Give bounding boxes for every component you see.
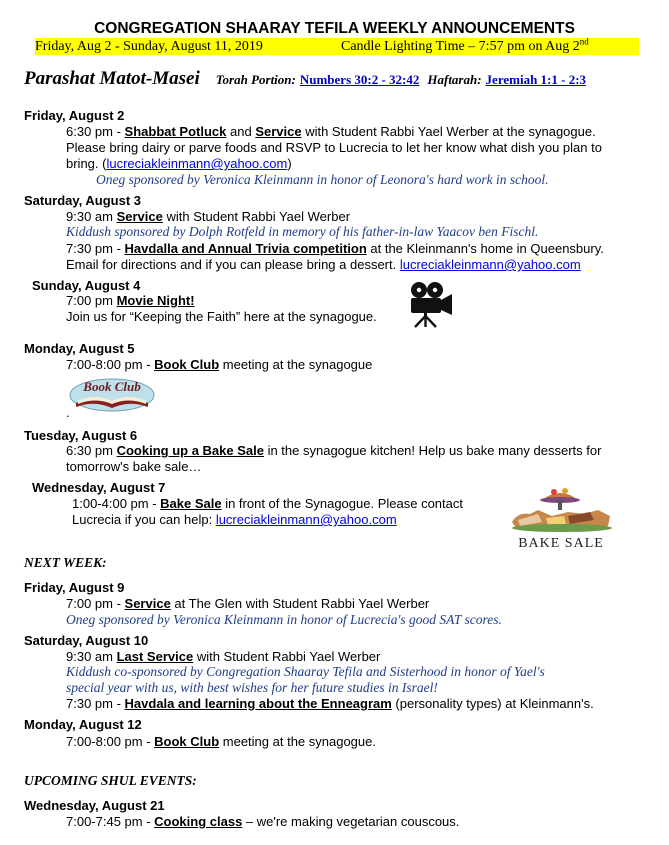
- event-title-service: Service: [116, 209, 163, 224]
- stray-period: .: [66, 405, 70, 420]
- email-link[interactable]: lucreciakleinmann@yahoo.com: [399, 257, 581, 272]
- event-detail: Please bring dairy or parve foods and RSVP to Lucrecia to let her know what dish you plan to: [66, 140, 602, 155]
- event-time: 7:30 pm -: [66, 241, 125, 256]
- event-title-cooking-class: Cooking class: [154, 814, 243, 829]
- book-club-logo: [68, 373, 156, 413]
- oneg-sponsor-note: Oneg sponsored by Veronica Kleinmann in honor of Leonora's hard work in school.: [96, 172, 549, 187]
- event-text: Lucrecia if you can help:: [72, 512, 216, 527]
- day-heading-fri-aug-2: Friday, August 2: [24, 108, 125, 123]
- event-text: meeting at the synagogue: [219, 357, 373, 372]
- event-title-havdalla-trivia: Havdalla and Annual Trivia competition: [124, 241, 367, 256]
- event-line: [66, 596, 429, 612]
- email-link[interactable]: lucreciakleinmann@yahoo.com: [215, 512, 397, 527]
- event-text: ): [287, 156, 292, 171]
- event-text: in the synagogue kitchen! Help us bake many desserts for: [263, 443, 602, 458]
- event-time: 9:30 am: [66, 649, 117, 664]
- email-link[interactable]: lucreciakleinmann@yahoo.com: [106, 156, 288, 171]
- event-title-book-club: Book Club: [154, 734, 220, 749]
- event-detail: [72, 512, 397, 528]
- day-heading-fri-aug-9: Friday, August 9: [24, 580, 125, 595]
- section-heading-upcoming: UPCOMING SHUL EVENTS:: [24, 773, 197, 788]
- event-line: [66, 241, 604, 257]
- event-detail: [66, 257, 581, 273]
- day-heading-sat-aug-10: Saturday, August 10: [24, 633, 149, 648]
- day-heading-wed-aug-21: Wednesday, August 21: [24, 798, 165, 813]
- date-banner: [35, 38, 639, 55]
- day-heading-sat-aug-3: Saturday, August 3: [24, 193, 142, 208]
- event-text: bring. (: [66, 156, 107, 171]
- event-title-last-service: Last Service: [116, 649, 194, 664]
- event-time: 7:00 pm: [66, 293, 117, 308]
- haftarah-label: Haftarah:: [427, 72, 482, 87]
- haftarah-link[interactable]: Jeremiah 1:1 - 2:3: [485, 72, 587, 87]
- bake-sale-graphic: [508, 478, 614, 554]
- movie-camera-icon: [409, 280, 453, 328]
- day-heading-sun-aug-4: Sunday, August 4: [32, 278, 141, 293]
- torah-portion-link[interactable]: Numbers 30:2 - 32:42: [299, 72, 420, 87]
- day-heading-wed-aug-7: Wednesday, August 7: [32, 480, 166, 495]
- date-range: Friday, Aug 2 - Sunday, August 11, 2019: [35, 39, 263, 54]
- event-time: 7:00 pm -: [66, 596, 125, 611]
- event-title-bake-sale: Bake Sale: [160, 496, 222, 511]
- event-text: with Student Rabbi Yael Werber: [193, 649, 381, 664]
- event-text: Email for directions and if you can please bring a dessert.: [66, 257, 400, 272]
- event-detail: [66, 156, 292, 172]
- event-text: at The Glen with Student Rabbi Yael Werber: [170, 596, 430, 611]
- event-time: 6:30 pm -: [66, 124, 125, 139]
- event-line: [66, 734, 376, 750]
- event-text: with Student Rabbi Yael Werber at the synagogue.: [301, 124, 596, 139]
- day-heading-tue-aug-6: Tuesday, August 6: [24, 428, 138, 443]
- newsletter-title: CONGREGATION SHAARAY TEFILA WEEKLY ANNOUNCEMENTS: [94, 20, 575, 37]
- event-title-service: Service: [124, 596, 171, 611]
- event-text: with Student Rabbi Yael Werber: [162, 209, 351, 224]
- event-text: in front of the Synagogue. Please contact: [221, 496, 463, 511]
- bake-sale-label: BAKE SALE: [518, 536, 604, 551]
- event-time: 7:00-7:45 pm -: [66, 814, 155, 829]
- event-time: 7:30 pm -: [66, 696, 125, 711]
- event-line: [66, 357, 372, 373]
- event-line: [66, 443, 601, 459]
- candle-lighting-text: Candle Lighting Time – 7:57 pm on Aug 2: [341, 39, 580, 54]
- event-text: meeting at the synagogue.: [219, 734, 376, 749]
- kiddush-sponsor-note: Kiddush co-sponsored by Congregation Shaaray Tefila and Sisterhood in honor of Yael's: [66, 664, 545, 679]
- event-line: [66, 293, 195, 309]
- candle-lighting: [341, 36, 589, 55]
- event-title-havdala-enneagram: Havdala and learning about the Enneagram: [124, 696, 392, 711]
- event-title-service: Service: [255, 124, 302, 139]
- event-detail: Join us for “Keeping the Faith” here at the synagogue.: [66, 309, 377, 324]
- event-title-movie-night: Movie Night!: [116, 293, 195, 308]
- event-detail: tomorrow's bake sale…: [66, 459, 202, 474]
- parasha-line: [24, 68, 586, 90]
- book-club-logo-text: Book Club: [83, 379, 141, 394]
- event-time: 7:00-8:00 pm -: [66, 734, 155, 749]
- day-heading-mon-aug-12: Monday, August 12: [24, 717, 142, 732]
- event-line: [66, 814, 459, 830]
- parasha-name: Parashat Matot-Masei: [24, 68, 200, 89]
- oneg-sponsor-note: Oneg sponsored by Veronica Kleinmann in honor of Lucrecia's good SAT scores.: [66, 612, 502, 627]
- kiddush-sponsor-note: Kiddush sponsored by Dolph Rotfeld in memory of his father-in-law Yaacov ben Fischl.: [66, 224, 539, 239]
- event-text: and: [226, 124, 256, 139]
- event-title-book-club: Book Club: [154, 357, 220, 372]
- torah-label: Torah Portion:: [215, 72, 296, 87]
- event-text: (personality types) at Kleinmann's.: [391, 696, 594, 711]
- event-line: [66, 209, 350, 225]
- event-line: [66, 696, 594, 712]
- event-line: [66, 649, 380, 665]
- event-time: 1:00-4:00 pm -: [72, 496, 161, 511]
- event-text: at the Kleinmann's home in Queensbury.: [366, 241, 604, 256]
- event-title-cooking-bake-sale: Cooking up a Bake Sale: [116, 443, 264, 458]
- event-time: 6:30 pm: [66, 443, 117, 458]
- candle-lighting-sup: nd: [579, 36, 589, 47]
- event-text: – we're making vegetarian couscous.: [242, 814, 460, 829]
- event-line: [72, 496, 463, 512]
- section-heading-next-week: NEXT WEEK:: [24, 555, 107, 570]
- event-line: [66, 124, 596, 140]
- event-time: 9:30 am: [66, 209, 117, 224]
- cake-stand-icon: [508, 478, 614, 534]
- event-time: 7:00-8:00 pm -: [66, 357, 155, 372]
- kiddush-sponsor-note-cont: special year with us, with best wishes for her future studies in Israel!: [66, 680, 438, 695]
- event-title-potluck: Shabbat Potluck: [124, 124, 227, 139]
- day-heading-mon-aug-5: Monday, August 5: [24, 341, 135, 356]
